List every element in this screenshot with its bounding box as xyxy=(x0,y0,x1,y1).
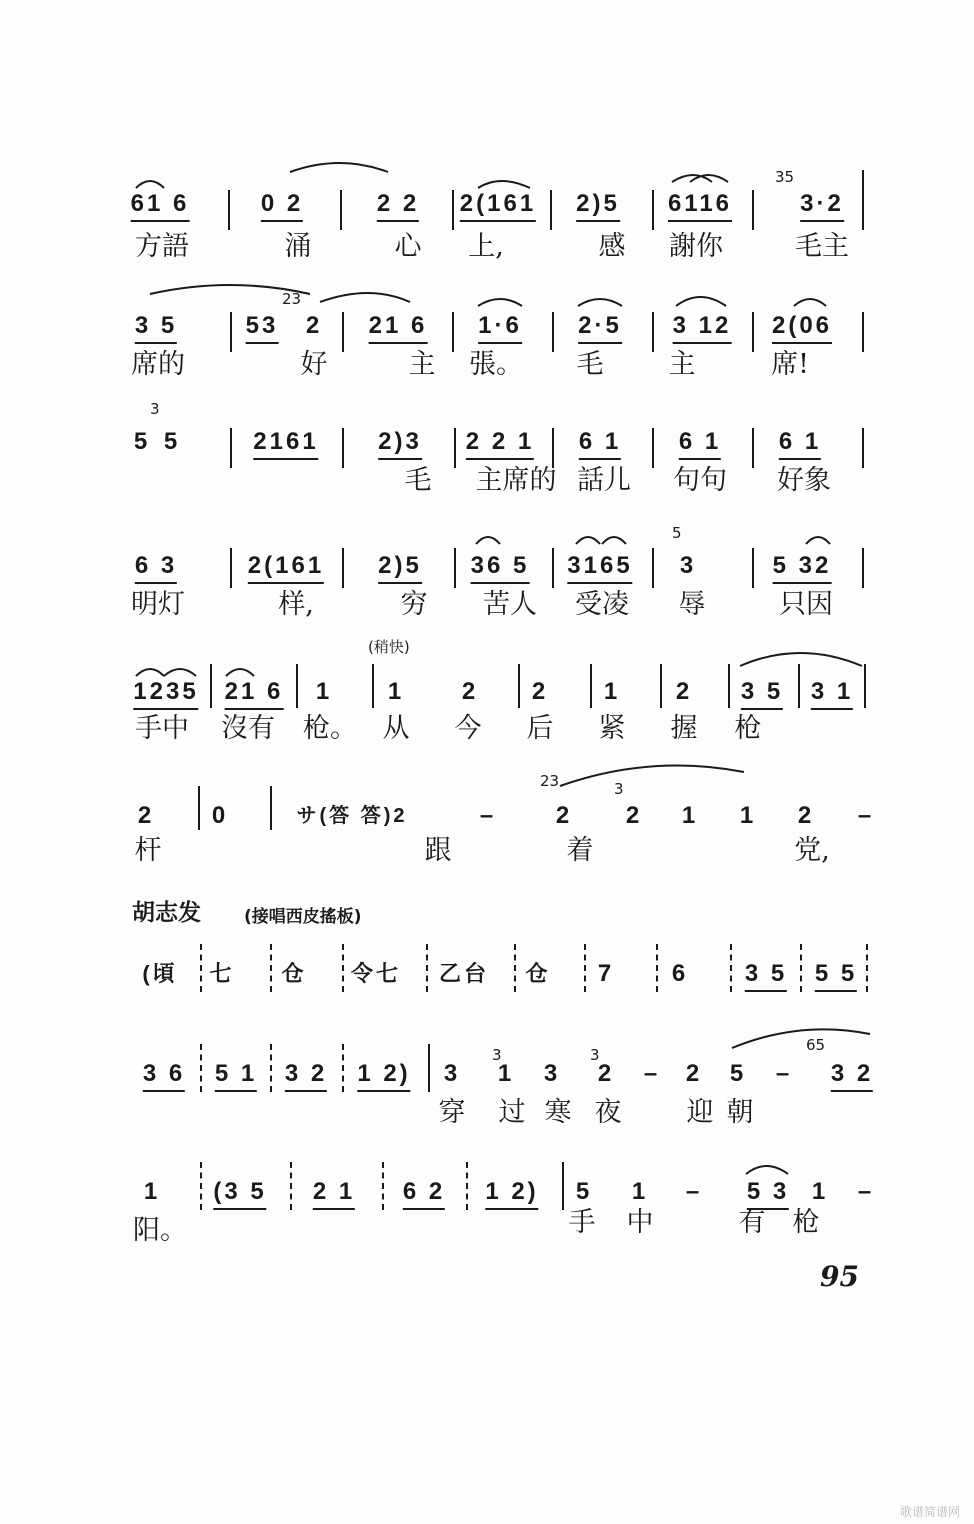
lyric: 只因 xyxy=(779,589,833,620)
grace-ornament: 3 xyxy=(590,1046,600,1064)
grace-ornament: 35 xyxy=(775,168,795,186)
note-group: 1 xyxy=(811,1178,829,1205)
barline xyxy=(340,190,342,230)
lyric: 有 xyxy=(738,1207,766,1238)
barline xyxy=(428,1044,430,1092)
note-group: 3 6 xyxy=(143,1060,185,1092)
barline xyxy=(862,428,864,468)
tempo-marking: (稍快) xyxy=(368,638,410,656)
note-group: 2)3 xyxy=(378,428,422,460)
barline xyxy=(210,664,212,708)
note-group: 6 1 xyxy=(679,428,721,460)
note-group: 6 3 xyxy=(135,552,177,584)
note-group: 2(161 xyxy=(460,190,536,222)
note-group: 3 5 xyxy=(741,678,783,710)
note-group: 1 2) xyxy=(357,1060,410,1092)
lyric: 方語 xyxy=(135,231,189,262)
note-group: 3 2 xyxy=(285,1060,327,1092)
note-group: 1 xyxy=(315,678,333,705)
barline xyxy=(660,664,662,708)
lyric: 苦人 xyxy=(483,589,537,620)
note-group: 3 1 xyxy=(811,678,853,710)
grace-ornament: 5 xyxy=(672,524,682,542)
barline xyxy=(426,944,428,992)
note-group: 2(161 xyxy=(248,552,324,584)
score-system-1 xyxy=(0,160,974,270)
barline xyxy=(518,664,520,708)
barline xyxy=(342,312,344,352)
lyric: 好象 xyxy=(777,465,831,496)
note-group: 令七 xyxy=(350,961,402,986)
note-group: 5 32 xyxy=(773,552,832,584)
lyric: 握 xyxy=(670,713,698,744)
lyric: 穷 xyxy=(400,589,428,620)
lyric: 涌 xyxy=(284,231,312,262)
barline xyxy=(862,312,864,352)
note-group: 2 xyxy=(675,678,693,705)
note-group: – xyxy=(685,1178,703,1205)
lyric: 杆 xyxy=(134,835,162,866)
performance-instruction: (接唱西皮搖板) xyxy=(244,907,362,927)
lyric: 席的 xyxy=(131,349,185,380)
lyric: 寒 xyxy=(544,1097,572,1128)
barline xyxy=(342,428,344,468)
lyric: 主席的 xyxy=(475,465,557,496)
note-group: 1 xyxy=(603,678,621,705)
note-group: 6 xyxy=(671,960,689,987)
barline xyxy=(552,428,554,468)
note-group: 5 xyxy=(133,428,151,455)
note-group: 1 xyxy=(631,1178,649,1205)
note-group: 1 xyxy=(739,802,757,829)
note-group: 0 2 xyxy=(261,190,303,222)
barline xyxy=(452,312,454,352)
lyric: 朝 xyxy=(726,1097,754,1128)
lyric: 主 xyxy=(408,349,436,380)
note-group: 5 3 xyxy=(747,1178,789,1210)
note-group: 2 xyxy=(797,802,815,829)
barline xyxy=(584,944,586,992)
barline xyxy=(342,548,344,588)
note-group: – xyxy=(479,802,497,829)
note-group: 5 xyxy=(163,428,181,455)
barline xyxy=(752,548,754,588)
lyric: 后 xyxy=(526,713,554,744)
watermark-text: 歌谱简谱网 xyxy=(899,1505,960,1519)
barline xyxy=(590,664,592,708)
note-group: 2)5 xyxy=(576,190,620,222)
barline xyxy=(728,664,730,708)
note-group: サ(答 答)2 xyxy=(296,805,408,827)
note-group: 2 2 1 xyxy=(466,428,534,460)
barline xyxy=(864,664,866,708)
score-system-9 xyxy=(0,1144,974,1254)
note-group: 21 6 xyxy=(369,312,428,344)
lyric: 紧 xyxy=(598,713,626,744)
lyric: 过 xyxy=(498,1097,526,1128)
note-group: 1 xyxy=(681,802,699,829)
lyric: 跟 xyxy=(424,835,452,866)
note-group: 3 5 xyxy=(135,312,177,344)
note-group: 36 5 xyxy=(471,552,530,584)
lyric: 中 xyxy=(626,1207,654,1238)
barline xyxy=(342,1044,344,1092)
barline xyxy=(752,312,754,352)
lyric: 穿 xyxy=(438,1097,466,1128)
note-group: 2·5 xyxy=(578,312,622,344)
note-group: 6 2 xyxy=(403,1178,445,1210)
note-group: 2 xyxy=(597,1060,615,1087)
note-group: 6116 xyxy=(668,190,732,222)
note-group: 仓 xyxy=(281,961,307,986)
barline xyxy=(652,190,654,230)
barline xyxy=(652,548,654,588)
barline xyxy=(562,1162,564,1210)
note-group: 1235 xyxy=(133,678,198,710)
barline xyxy=(230,548,232,588)
note-group: – xyxy=(643,1060,661,1087)
lyric: 枪。 xyxy=(303,713,357,744)
note-group: – xyxy=(775,1060,793,1087)
lyric: 上, xyxy=(468,231,504,262)
note-group: 5 5 xyxy=(815,960,857,992)
note-group: 3165 xyxy=(567,552,632,584)
note-group: 2(06 xyxy=(772,312,832,344)
note-group: 6 1 xyxy=(579,428,621,460)
note-group: 5 xyxy=(575,1178,593,1205)
barline xyxy=(752,428,754,468)
lyric: 党, xyxy=(794,835,830,866)
barline xyxy=(866,944,868,992)
note-group: 1 2) xyxy=(485,1178,538,1210)
barline xyxy=(290,1162,292,1210)
grace-ornament: 23 xyxy=(282,290,302,308)
barline xyxy=(550,190,552,230)
note-group: 2)5 xyxy=(378,552,422,584)
note-group: 3 5 xyxy=(745,960,787,992)
barline xyxy=(454,428,456,468)
barline xyxy=(514,944,516,992)
lyric: 明灯 xyxy=(131,589,185,620)
note-group: 1 xyxy=(387,678,405,705)
barline xyxy=(270,786,272,830)
barline xyxy=(296,664,298,708)
note-group: 2 2 xyxy=(377,190,419,222)
note-group: 53 xyxy=(246,312,279,344)
note-group: 3 xyxy=(443,1060,461,1087)
barline xyxy=(800,944,802,992)
note-group: 1 xyxy=(497,1060,515,1087)
lyric: 沒有 xyxy=(221,713,275,744)
note-group: 0 xyxy=(211,802,229,829)
note-group: 七 xyxy=(209,961,235,986)
note-group: 1·6 xyxy=(478,312,522,344)
note-group: 仓 xyxy=(525,961,551,986)
slur-marks xyxy=(0,1024,974,1054)
note-group: 3 2 xyxy=(831,1060,873,1092)
lyric: 毛 xyxy=(576,349,604,380)
note-group: 21 6 xyxy=(225,678,284,710)
note-group: 6 1 xyxy=(779,428,821,460)
barline xyxy=(656,944,658,992)
barline xyxy=(862,548,864,588)
barline xyxy=(752,190,754,230)
note-group: 1 xyxy=(143,1178,161,1205)
lyric: 好 xyxy=(300,349,328,380)
note-group: 3 12 xyxy=(673,312,732,344)
lyric: 手 xyxy=(568,1207,596,1238)
grace-ornament: 3 xyxy=(614,780,624,798)
score-system-8 xyxy=(0,1024,974,1134)
barline xyxy=(466,1162,468,1210)
lyric: 枪 xyxy=(792,1207,820,1238)
barline xyxy=(200,1162,202,1210)
barline xyxy=(200,944,202,992)
note-group: 2 xyxy=(625,802,643,829)
note-group: 5 xyxy=(729,1060,747,1087)
barline xyxy=(270,944,272,992)
score-system-3 xyxy=(0,396,974,506)
barline xyxy=(552,312,554,352)
lyric: 辱 xyxy=(678,589,706,620)
lyric: 手中 xyxy=(135,713,189,744)
note-group: – xyxy=(857,1178,875,1205)
lyric: 張。 xyxy=(469,349,523,380)
note-group: 3 xyxy=(679,552,697,579)
note-group: 5 1 xyxy=(215,1060,257,1092)
note-group: 2161 xyxy=(253,428,318,460)
lyric: 心 xyxy=(394,231,422,262)
lyric: 从 xyxy=(382,713,410,744)
lyric: 謝你 xyxy=(669,231,723,262)
note-group: 7 xyxy=(597,960,615,987)
barline xyxy=(230,312,232,352)
lyric: 夜 xyxy=(594,1097,622,1128)
barline xyxy=(862,170,864,230)
lyric: 受凌 xyxy=(575,589,629,620)
note-group: 2 xyxy=(305,312,323,339)
singer-name: 胡志发 xyxy=(132,899,201,926)
note-group: 乙台 xyxy=(438,961,490,986)
barline xyxy=(270,1044,272,1092)
note-group: 3 xyxy=(543,1060,561,1087)
lyric: 句句 xyxy=(673,465,727,496)
grace-ornament: 23 xyxy=(540,772,560,790)
barline xyxy=(798,664,800,708)
barline xyxy=(342,944,344,992)
note-group: 2 xyxy=(461,678,479,705)
note-group: (3 5 xyxy=(213,1178,266,1210)
lyric: 枪 xyxy=(734,713,762,744)
lyric: 毛主 xyxy=(795,231,849,262)
barline xyxy=(382,1162,384,1210)
score-system-6 xyxy=(0,758,974,868)
barline xyxy=(230,428,232,468)
note-group: 2 xyxy=(531,678,549,705)
lyric: 今 xyxy=(454,713,482,744)
lyric: 感 xyxy=(598,231,626,262)
grace-ornament: 3 xyxy=(492,1046,502,1064)
note-group: 2 1 xyxy=(313,1178,355,1210)
lyric: 毛 xyxy=(404,465,432,496)
lyric: 話儿 xyxy=(577,465,631,496)
lyric: 阳。 xyxy=(133,1215,187,1246)
barline xyxy=(198,786,200,830)
note-group: 3·2 xyxy=(800,190,844,222)
barline xyxy=(454,548,456,588)
score-system-4 xyxy=(0,512,974,622)
note-group: 61 6 xyxy=(131,190,190,222)
note-group: (頃 xyxy=(142,961,178,986)
note-group: – xyxy=(857,802,875,829)
note-group: 2 xyxy=(137,802,155,829)
note-group: 2 xyxy=(685,1060,703,1087)
barline xyxy=(652,312,654,352)
page-number: 95 xyxy=(820,1260,859,1293)
score-system-2 xyxy=(0,278,974,388)
slur-marks xyxy=(0,758,974,798)
barline xyxy=(452,190,454,230)
lyric: 主 xyxy=(668,349,696,380)
barline xyxy=(228,190,230,230)
lyric: 迎 xyxy=(686,1097,714,1128)
barline xyxy=(372,664,374,708)
barline xyxy=(730,944,732,992)
lyric: 着 xyxy=(566,835,594,866)
barline xyxy=(200,1044,202,1092)
lyric: 样, xyxy=(278,589,314,620)
barline xyxy=(552,548,554,588)
grace-ornament: 65 xyxy=(806,1036,826,1054)
barline xyxy=(652,428,654,468)
note-group: 2 xyxy=(555,802,573,829)
lyric: 席! xyxy=(771,349,809,380)
grace-ornament: 3 xyxy=(150,400,160,418)
score-system-5 xyxy=(0,634,974,744)
